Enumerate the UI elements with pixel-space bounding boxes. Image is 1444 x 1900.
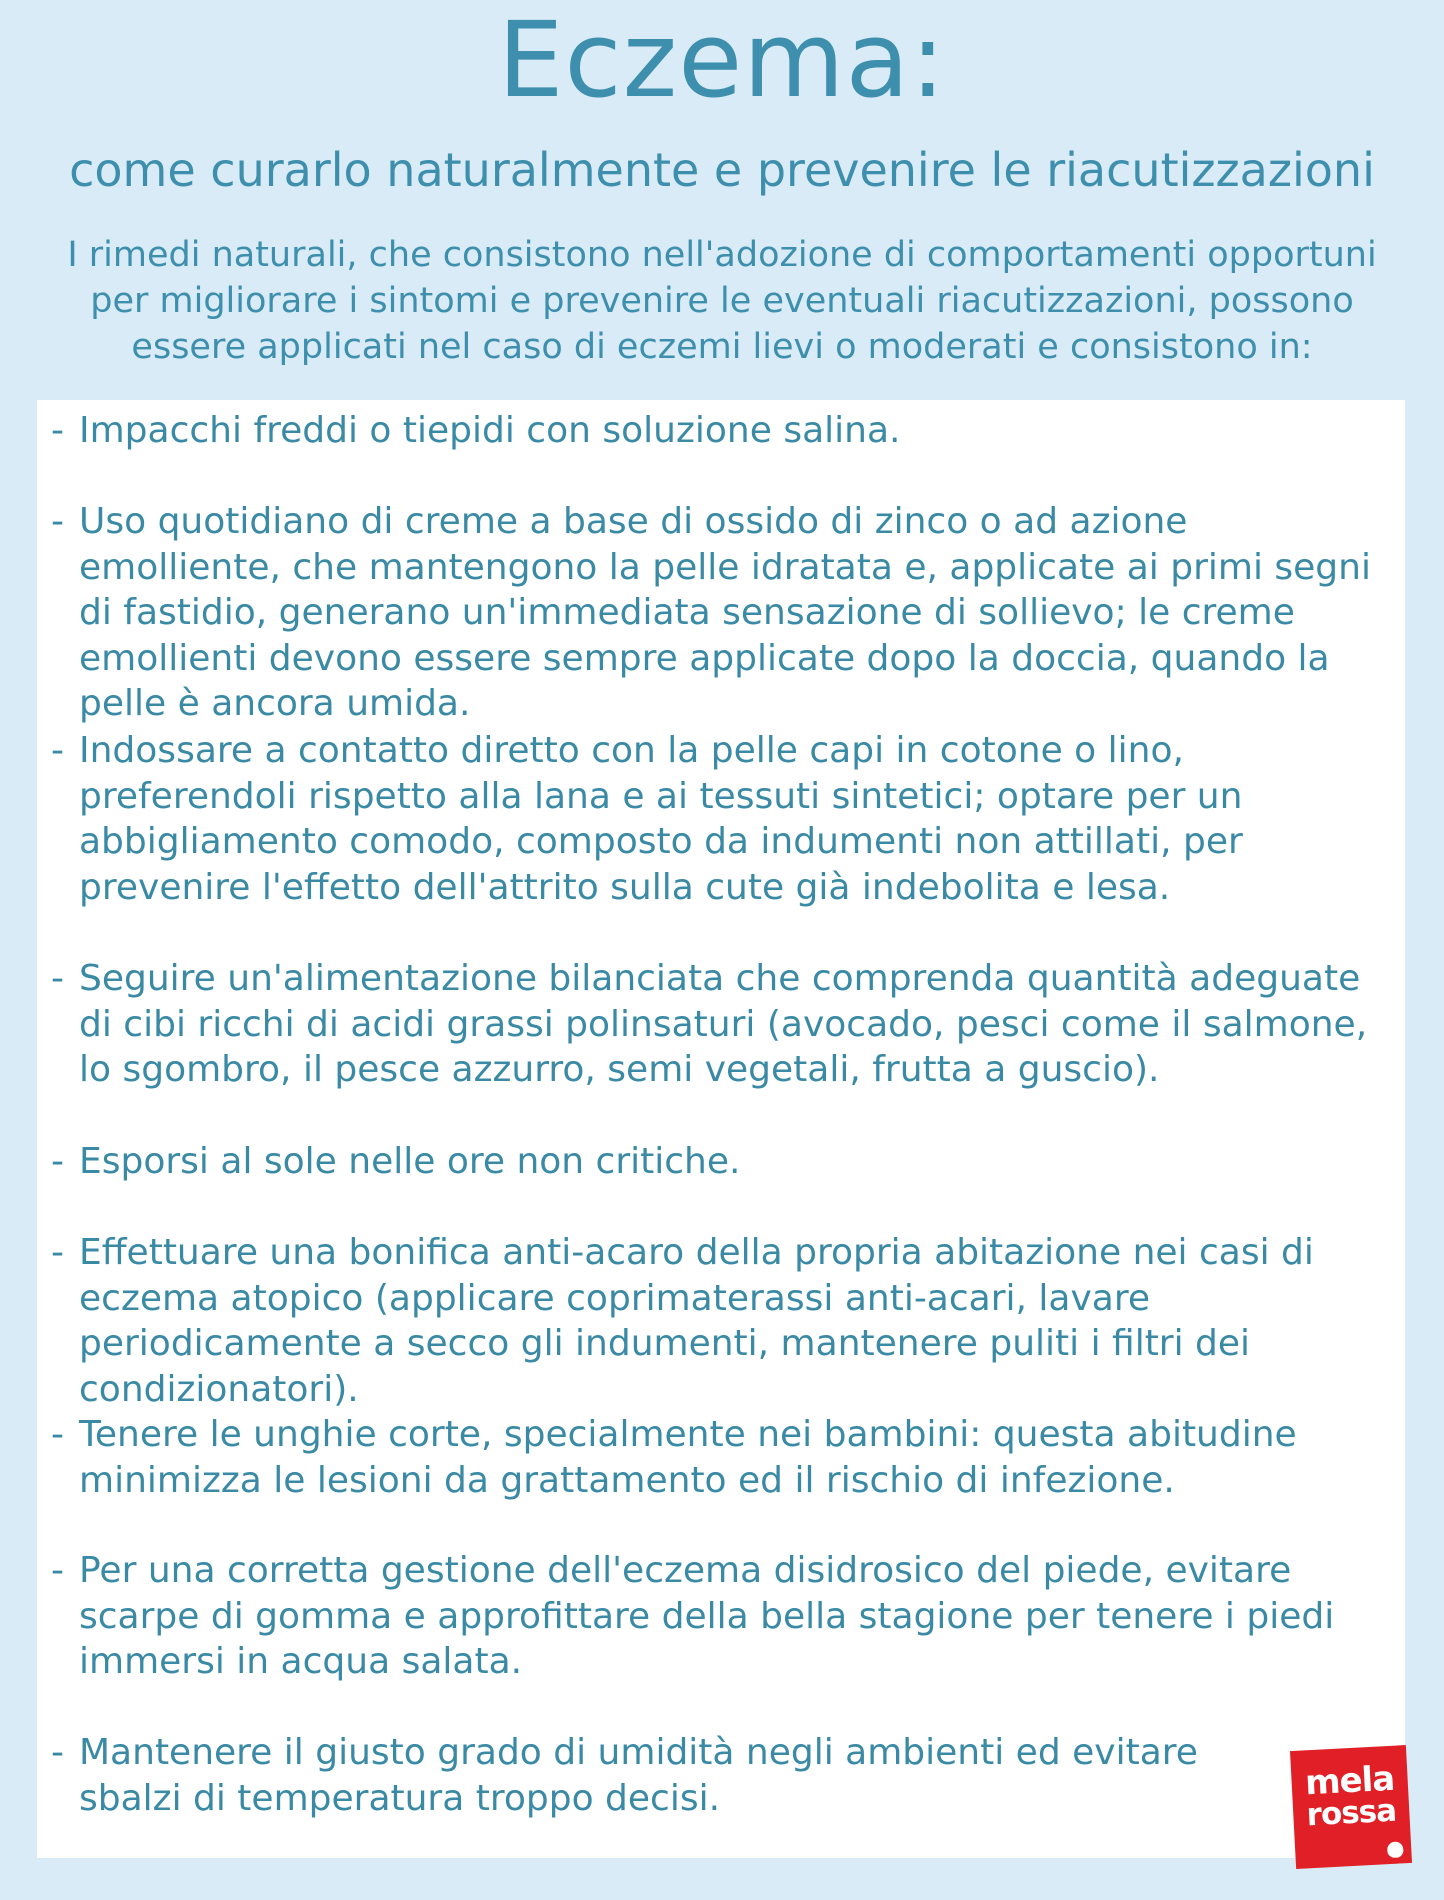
remedy-item [51, 1230, 1391, 1412]
remedy-text: Tenere le unghie corte, specialmente nei bambini: questa abitudine minimizza le lesioni da grattamento ed il rischio di infezione. [79, 1414, 1297, 1501]
bullet-dash: - [51, 1550, 64, 1591]
remedy-item [51, 1139, 1391, 1185]
remedy-item [51, 1548, 1391, 1685]
remedies-panel [37, 400, 1405, 1858]
remedy-text: Uso quotidiano di creme a base di ossido di zinco o ad azione emolliente, che mantengono la pelle idratata e, applicate ai primi segni di fastidio, generano un'immediata sensazione di sollievo; le creme emollienti devono essere sempre applicate dopo la doccia, quando la pelle è ancora umida. [79, 501, 1371, 724]
remedy-text: Per una corretta gestione dell'eczema disidrosico del piede, evitare scarpe di gomma e approfittare della bella stagione per tenere i piedi immersi in acqua salata. [79, 1550, 1335, 1682]
apple-icon [1387, 1841, 1404, 1858]
bullet-dash: - [51, 958, 64, 999]
remedy-text: Seguire un'alimentazione bilanciata che comprenda quantità adeguate di cibi ricchi di acidi grassi polinsaturi (avocado, pesci come il salmone, lo sgombro, il pesce azzurro, semi vegetali, frutta a guscio). [79, 958, 1368, 1090]
intro-paragraph: I rimedi naturali, che consistono nell'adozione di comportamenti opportuni per migliorare i sintomi e prevenire le eventuali riacutizzazioni, possono essere applicati nel caso di eczemi lievi o moderati e consistono in: [67, 235, 1377, 367]
remedy-item [51, 499, 1391, 727]
bullet-dash: - [51, 410, 64, 451]
bullet-dash: - [51, 1732, 64, 1773]
remedy-item [51, 1730, 1291, 1821]
bullet-dash: - [51, 1414, 64, 1455]
page-title: Eczema: [497, 0, 947, 121]
bullet-dash: - [51, 730, 64, 771]
remedy-text: Indossare a contatto diretto con la pelle capi in cotone o lino, preferendoli rispetto alla lana e ai tessuti sintetici; optare per un abbigliamento comodo, composto da indumenti non attillati, per prevenire l'effetto dell'attrito sulla cute già indebolita e lesa. [79, 730, 1243, 908]
remedy-text: Effettuare una bonifica anti-acaro della propria abitazione nei casi di eczema atopico (applicare coprimaterassi anti-acari, lavare periodicamente a secco gli indumenti, mantenere puliti i filtri dei condizionatori). [79, 1232, 1314, 1410]
bullet-dash: - [51, 1232, 64, 1273]
remedy-item [51, 1412, 1391, 1503]
remedy-text: Mantenere il giusto grado di umidità negli ambienti ed evitare sbalzi di temperatura troppo decisi. [79, 1732, 1198, 1819]
melarossa-logo [1290, 1745, 1412, 1869]
remedy-text: Esporsi al sole nelle ore non critiche. [79, 1141, 741, 1182]
remedy-item [51, 728, 1391, 910]
remedy-text: Impacchi freddi o tiepidi con soluzione salina. [79, 410, 901, 451]
logo-text-rossa: rossa [1305, 1792, 1397, 1834]
remedy-item [51, 956, 1391, 1093]
logo-text-mela: mela [1304, 1758, 1396, 1804]
bullet-dash: - [51, 501, 64, 542]
bullet-dash: - [51, 1141, 64, 1182]
remedy-item [51, 408, 1391, 454]
page-subtitle: come curarlo naturalmente e prevenire le riacutizzazioni [69, 143, 1375, 197]
